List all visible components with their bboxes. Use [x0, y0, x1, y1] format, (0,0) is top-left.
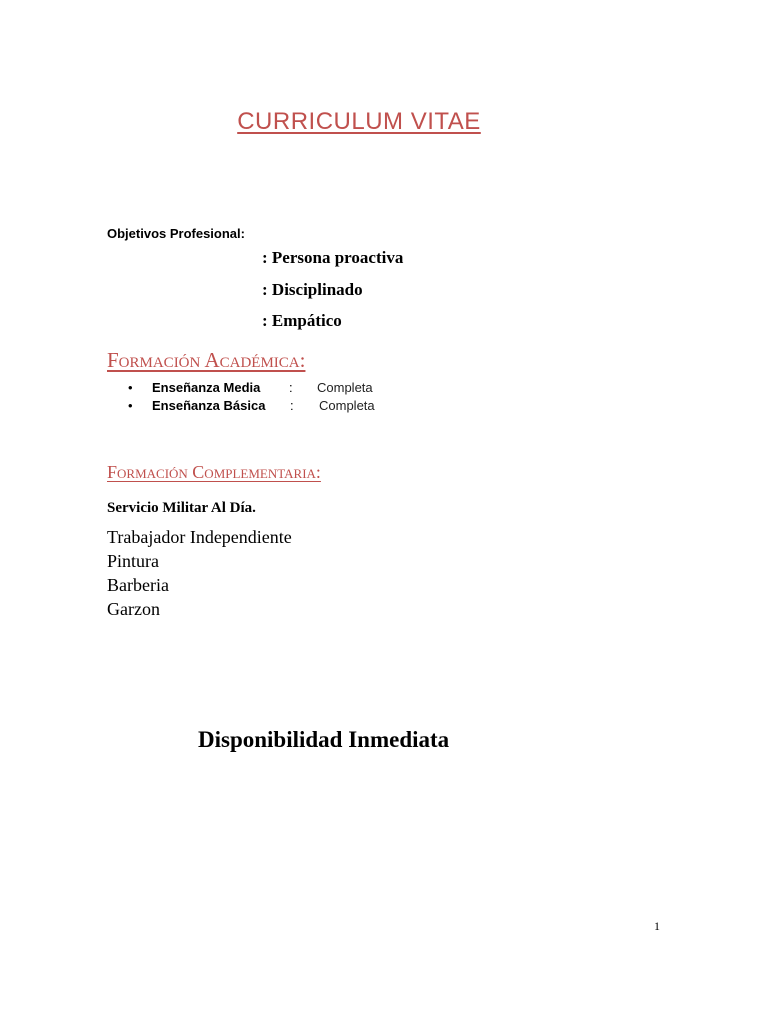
objective-item: : Empático	[262, 311, 342, 330]
page-number: 1	[654, 919, 660, 933]
skill-item: Trabajador Independiente	[107, 527, 292, 547]
academic-heading: Formación Académica:	[107, 348, 306, 372]
objective-item: : Disciplinado	[262, 280, 363, 299]
education-row	[128, 397, 388, 415]
availability-statement: Disponibilidad Inmediata	[198, 727, 450, 752]
complementary-heading: Formación Complementaria:	[107, 462, 321, 482]
military-service-status: Servicio Militar Al Día.	[107, 500, 256, 516]
skill-item: Barberia	[107, 575, 169, 595]
objectives-label: Objetivos Profesional:	[107, 226, 245, 241]
education-status: Completa	[319, 398, 375, 413]
skill-item: Pintura	[107, 551, 159, 571]
document-title: CURRICULUM VITAE	[237, 108, 481, 135]
education-row	[128, 379, 388, 397]
education-status: Completa	[317, 380, 373, 395]
education-level: Enseñanza Básica	[152, 398, 266, 413]
education-separator: :	[290, 398, 294, 413]
bullet-icon: •	[128, 380, 133, 395]
objective-item: : Persona proactiva	[262, 248, 404, 267]
skill-item: Garzon	[107, 599, 160, 619]
education-level: Enseñanza Media	[152, 380, 261, 395]
bullet-icon: •	[128, 398, 133, 413]
education-separator: :	[289, 380, 293, 395]
